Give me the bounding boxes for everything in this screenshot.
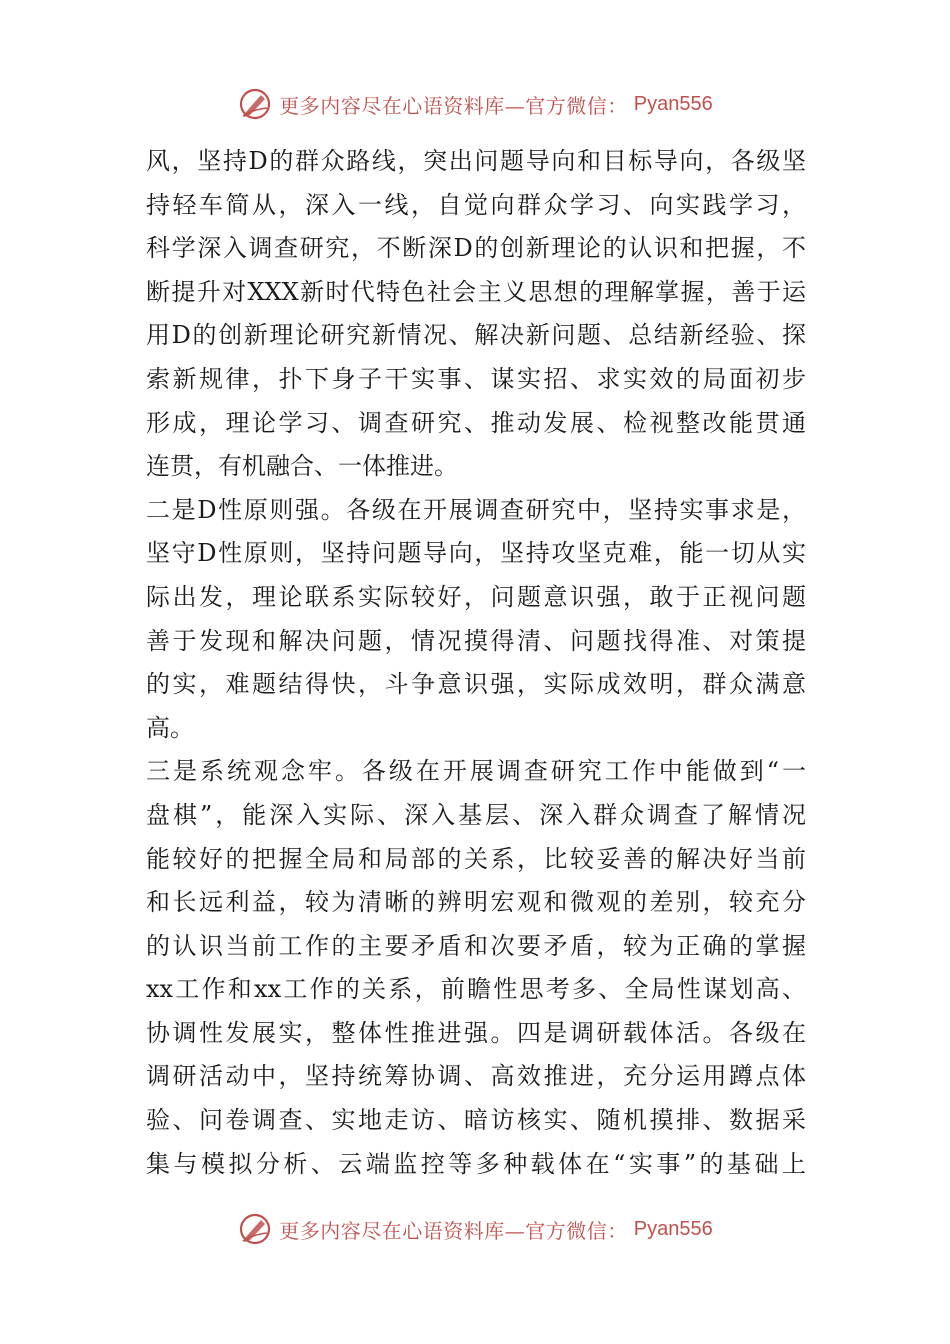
- footer-banner-text: 更多内容尽在心语资料库—官方微信：: [279, 1218, 628, 1243]
- footer-banner: [0, 1209, 950, 1249]
- text-line: 科学深入调查研究，不断深D的创新理论的认识和把握，不: [146, 234, 806, 263]
- text-line: 高。: [146, 713, 194, 742]
- text-line: 的实，难题结得快，斗争意识强，实际成效明，群众满意: [146, 670, 806, 699]
- text-line: 三是系统观念牢。各级在开展调查研究工作中能做到“一: [146, 757, 806, 786]
- pen-logo-icon: [237, 1211, 273, 1247]
- text-line: 二是D性原则强。各级在开展调查研究中，坚持实事求是，: [146, 495, 806, 524]
- footer-banner-code: Pyan556: [633, 1217, 713, 1240]
- pen-logo-icon: [237, 86, 273, 122]
- header-banner-code: Pyan556: [633, 92, 713, 115]
- text-line: 断提升对XXX新时代特色社会主义思想的理解掌握，善于运: [146, 277, 806, 306]
- text-line: 集与模拟分析、云端监控等多种载体在“实事”的基础上: [146, 1149, 806, 1178]
- text-line: 坚守D性原则，坚持问题导向，坚持攻坚克难，能一切从实: [146, 539, 806, 568]
- text-line: 持轻车简从，深入一线，自觉向群众学习、向实践学习，: [146, 190, 806, 219]
- text-line: 能较好的把握全局和局部的关系，比较妥善的解决好当前: [146, 844, 806, 873]
- text-line: 形成，理论学习、调查研究、推动发展、检视整改能贯通: [146, 408, 806, 437]
- text-line: 盘棋”，能深入实际、深入基层、深入群众调查了解情况: [146, 800, 806, 829]
- text-line: xx工作和xx工作的关系，前瞻性思考多、全局性谋划高、: [146, 975, 806, 1004]
- header-banner: [0, 84, 950, 124]
- text-line: 调研活动中，坚持统筹协调、高效推进，充分运用蹲点体: [146, 1062, 806, 1091]
- text-line: 风，坚持D的群众路线，突出问题导向和目标导向，各级坚: [146, 147, 806, 175]
- text-line: 善于发现和解决问题，情况摸得清、问题找得准、对策提: [146, 626, 806, 655]
- document-body: [146, 140, 806, 1186]
- header-banner-text: 更多内容尽在心语资料库—官方微信：: [279, 93, 628, 118]
- text-line: 和长远利益，较为清晰的辨明宏观和微观的差别，较充分: [146, 888, 806, 917]
- text-line: 协调性发展实，整体性推进强。四是调研载体活。各级在: [146, 1018, 806, 1047]
- text-line: 索新规律，扑下身子干实事、谋实招、求实效的局面初步: [146, 364, 806, 393]
- text-line: 验、问卷调查、实地走访、暗访核实、随机摸排、数据采: [146, 1106, 806, 1135]
- text-line: 的认识当前工作的主要矛盾和次要矛盾，较为正确的掌握: [146, 931, 806, 960]
- text-line: 际出发，理论联系实际较好，问题意识强，敢于正视问题: [146, 582, 806, 611]
- text-line: 用D的创新理论研究新情况、解决新问题、总结新经验、探: [146, 321, 806, 350]
- text-line: 连贯，有机融合、一体推进。: [146, 452, 458, 481]
